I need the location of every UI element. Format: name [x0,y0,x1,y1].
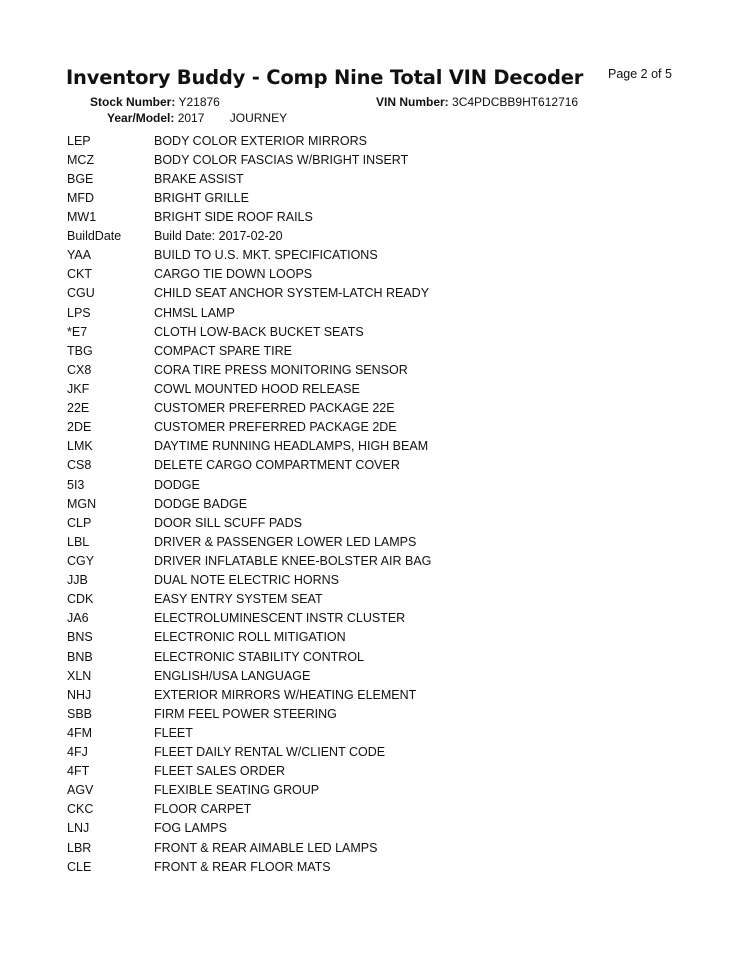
code-row [67,456,431,475]
option-code: CS8 [67,458,92,473]
option-description: CLOTH LOW-BACK BUCKET SEATS [154,324,364,339]
code-row [67,609,431,628]
option-description: EXTERIOR MIRRORS W/HEATING ELEMENT [154,687,417,702]
stock-number-value: Y21876 [178,95,220,109]
code-row [67,781,431,800]
option-code: LPS [67,305,91,320]
option-code: BNS [67,630,93,645]
code-row [67,590,431,609]
code-row [67,857,431,876]
code-row [67,666,431,685]
option-description: BUILD TO U.S. MKT. SPECIFICATIONS [154,248,378,263]
option-description: FRONT & REAR FLOOR MATS [154,859,331,874]
option-code: LEP [67,133,91,148]
option-description: FIRM FEEL POWER STEERING [154,706,337,721]
option-description: BODY COLOR EXTERIOR MIRRORS [154,133,367,148]
code-row [67,723,431,742]
option-code: MFD [67,190,95,205]
code-row [67,303,431,322]
option-code: LMK [67,439,93,454]
document-title: Inventory Buddy - Comp Nine Total VIN Decoder [66,66,584,89]
code-row [67,322,431,341]
code-row [67,685,431,704]
option-description: BODY COLOR FASCIAS W/BRIGHT INSERT [154,152,409,167]
option-code: 5I3 [67,477,85,492]
option-description: COMPACT SPARE TIRE [154,343,292,358]
code-row [67,513,431,532]
code-row [67,571,431,590]
year-value: 2017 [177,111,205,125]
option-description: FLEET [154,725,193,740]
option-code: CGY [67,553,95,568]
option-description: DAYTIME RUNNING HEADLAMPS, HIGH BEAM [154,439,429,454]
option-description: DUAL NOTE ELECTRIC HORNS [154,573,339,588]
option-description: CHILD SEAT ANCHOR SYSTEM-LATCH READY [154,286,430,301]
option-code: BuildDate [67,229,122,244]
option-description: EASY ENTRY SYSTEM SEAT [154,592,323,607]
year-model [107,111,287,125]
option-description: CARGO TIE DOWN LOOPS [154,267,313,282]
option-code: 4FM [67,725,92,740]
code-row [67,532,431,551]
option-code: CX8 [67,362,92,377]
option-code: NHJ [67,687,92,702]
code-row [67,131,431,150]
option-description: FLEET DAILY RENTAL W/CLIENT CODE [154,745,386,760]
code-row [67,227,431,246]
option-description: Build Date: 2017-02-20 [154,229,283,244]
option-description: CHMSL LAMP [154,305,235,320]
option-description: FLEXIBLE SEATING GROUP [154,783,320,798]
code-row [67,188,431,207]
code-row [67,418,431,437]
model-value: JOURNEY [229,111,288,125]
option-description: DELETE CARGO COMPARTMENT COVER [154,458,400,473]
option-description: FLOOR CARPET [154,802,252,817]
vin-number-value: 3C4PDCBB9HT612716 [452,95,579,109]
option-code: 4FT [67,764,90,779]
option-code: LBR [67,840,92,855]
option-description: BRAKE ASSIST [154,171,244,186]
code-row [67,379,431,398]
code-row [67,475,431,494]
option-description: CORA TIRE PRESS MONITORING SENSOR [154,362,408,377]
option-description: DRIVER & PASSENGER LOWER LED LAMPS [154,534,417,549]
option-code: JKF [67,381,90,396]
code-row [67,169,431,188]
code-row [67,437,431,456]
code-row [67,838,431,857]
option-code: XLN [67,668,92,683]
option-code: CDK [67,592,94,607]
option-code: MCZ [67,152,95,167]
option-code: *E7 [67,324,88,339]
code-row [67,743,431,762]
option-code: BGE [67,171,94,186]
code-row [67,207,431,226]
option-code: JA6 [67,611,89,626]
vin-number-label: VIN Number: [376,95,449,109]
option-code: MW1 [67,209,97,224]
code-row [67,150,431,169]
option-description: BRIGHT SIDE ROOF RAILS [154,209,313,224]
code-row [67,399,431,418]
option-code: AGV [67,783,94,798]
option-code: MGN [67,496,97,511]
year-model-label: Year/Model: [107,111,175,125]
stock-number [90,95,220,109]
option-code: CLP [67,515,92,530]
code-row [67,284,431,303]
code-row [67,647,431,666]
option-description: DOOR SILL SCUFF PADS [154,515,302,530]
option-description: DODGE [154,477,200,492]
option-code: CKT [67,267,92,282]
option-code: JJB [67,573,88,588]
option-code: 2DE [67,420,92,435]
stock-number-label: Stock Number: [90,95,176,109]
option-code: CLE [67,859,92,874]
code-row [67,360,431,379]
option-code: LNJ [67,821,90,836]
code-row [67,494,431,513]
option-description: DODGE BADGE [154,496,248,511]
code-row [67,800,431,819]
option-code: 4FJ [67,745,88,760]
option-description: ENGLISH/USA LANGUAGE [154,668,311,683]
option-code: CGU [67,286,95,301]
option-description: FLEET SALES ORDER [154,764,286,779]
option-code: BNB [67,649,93,664]
option-description: CUSTOMER PREFERRED PACKAGE 2DE [154,420,397,435]
option-code: 22E [67,401,90,416]
page-number: Page 2 of 5 [608,67,672,81]
option-description: FOG LAMPS [154,821,227,836]
code-row [67,265,431,284]
option-code: LBL [67,534,90,549]
option-description: FRONT & REAR AIMABLE LED LAMPS [154,840,378,855]
option-code: CKC [67,802,94,817]
vin-number [376,95,578,109]
option-code: SBB [67,706,93,721]
option-description: CUSTOMER PREFERRED PACKAGE 22E [154,401,395,416]
option-description: ELECTRONIC ROLL MITIGATION [154,630,346,645]
code-row [67,819,431,838]
option-description: ELECTROLUMINESCENT INSTR CLUSTER [154,611,406,626]
code-row [67,704,431,723]
code-row [67,551,431,570]
code-row [67,341,431,360]
code-row [67,246,431,265]
option-code: YAA [67,248,92,263]
option-description: ELECTRONIC STABILITY CONTROL [154,649,364,664]
option-description: BRIGHT GRILLE [154,190,249,205]
code-row [67,762,431,781]
option-code-list [67,131,431,876]
option-code: TBG [67,343,93,358]
code-row [67,628,431,647]
option-description: COWL MOUNTED HOOD RELEASE [154,381,360,396]
option-description: DRIVER INFLATABLE KNEE-BOLSTER AIR BAG [154,553,432,568]
